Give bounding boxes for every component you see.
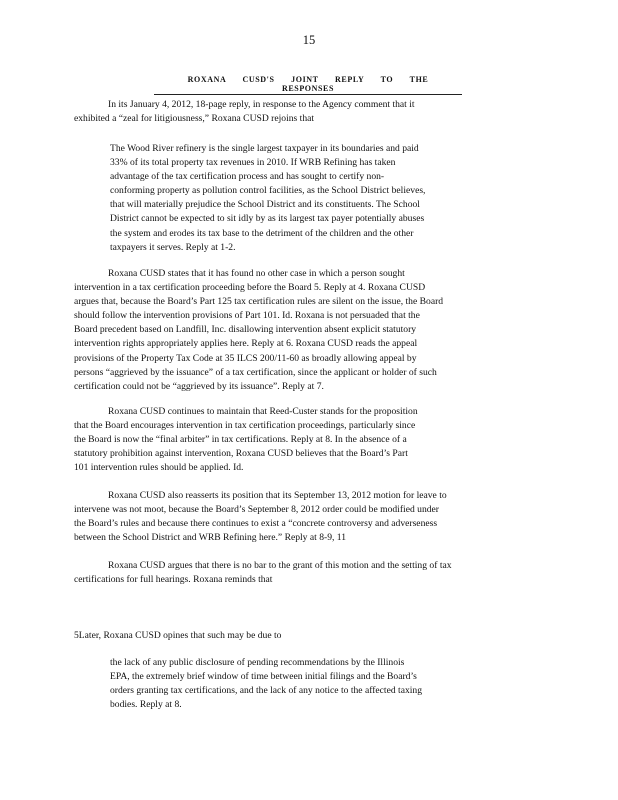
text-line: argues that, because the Board’s Part 125 tax certification rules are silent on the issue, the Board [74, 296, 444, 308]
text-line: EPA, the extremely brief window of time between initial filings and the Board’s [110, 671, 417, 683]
text-line: 33% of its total property tax revenues in 2010. If WRB Refining has taken [110, 157, 396, 169]
text-line: Roxana CUSD also reasserts its position that its September 13, 2012 motion for leave to [108, 490, 447, 501]
text-line: the Board’s rules and because there continues to exist a “concrete controversy and adverseness [74, 518, 438, 530]
text-line: Roxana CUSD states that it has found no other case in which a person sought [108, 268, 405, 279]
text-line: between the School District and WRB Refining here.” Reply at 8-9, 11 [74, 532, 347, 544]
page-number: 15 [302, 33, 316, 47]
text-line: the Board is now the “final arbiter” in tax certifications. Reply at 8. In the absence of a [74, 434, 407, 446]
text-line: intervention rights appropriately applies here. Reply at 6. Roxana CUSD reads the appeal [74, 338, 418, 350]
footnote-quote [110, 656, 510, 712]
text-line: Roxana CUSD continues to maintain that Reed-Custer stands for the proposition [108, 406, 418, 417]
text-line: The Wood River refinery is the single largest taxpayer in its boundaries and paid [110, 143, 419, 154]
text-line: certification could not be “aggrieved by its issuance”. Reply at 7. [74, 380, 324, 392]
text-line: conforming property as pollution control facilities, as the School District believes, [110, 185, 426, 197]
text-line: taxpayers it serves. Reply at 1-2. [110, 241, 236, 253]
text-line: orders granting tax certifications, and the lack of any notice to the affected taxing [110, 685, 423, 697]
footnote-intro: 5Later, Roxana CUSD opines that such may be due to [74, 630, 282, 641]
text-line: 101 intervention rules should be applied. Id. [74, 462, 244, 474]
section-heading: ROXANA CUSD'S JOINT REPLY TO THE RESPONSES [154, 75, 462, 95]
text-line: that the Board encourages intervention in tax certification proceedings, particularly since [74, 420, 416, 432]
text-line: persons “aggrieved by the issuance” of a tax certification, since the applicant or holder of such [74, 366, 437, 378]
paragraph-3 [74, 405, 544, 475]
text-line: the system and erodes its tax base to the detriment of the children and the other [110, 227, 414, 239]
text-line: Board precedent based on Landfill, Inc. disallowing intervention absent explicit statutory [74, 324, 417, 336]
text-line: In its January 4, 2012, 18-page reply, in response to the Agency comment that it [108, 99, 415, 110]
text-line: intervene was not moot, because the Board’s September 8, 2012 order could be modified under [74, 504, 439, 516]
paragraph-1 [74, 98, 544, 126]
text-line: exhibited a “zeal for litigiousness,” Roxana CUSD rejoins that [74, 113, 315, 125]
text-line: District cannot be expected to sit idly by as its largest tax payer potentially abuses [110, 213, 425, 225]
text-line: the lack of any public disclosure of pending recommendations by the Illinois [110, 657, 405, 668]
text-line: certifications for full hearings. Roxana reminds that [74, 574, 273, 586]
text-line: provisions of the Property Tax Code at 35 ILCS 200/11-60 as broadly allowing appeal by [74, 352, 417, 364]
text-line: bodies. Reply at 8. [110, 699, 182, 711]
text-line: advantage of the tax certification process and has sought to certify non- [110, 171, 385, 183]
paragraph-5 [74, 559, 544, 587]
paragraph-4 [74, 489, 544, 545]
text-line: that will materially prejudice the School District and its constituents. The School [110, 199, 420, 211]
paragraph-2 [74, 267, 544, 394]
text-line: statutory prohibition against intervention, Roxana CUSD believes that the Board’s Part [74, 448, 408, 460]
text-line: intervention in a tax certification proceeding before the Board 5. Reply at 4. Roxana CUSD [74, 282, 426, 294]
text-line: Roxana CUSD argues that there is no bar to the grant of this motion and the setting of tax [108, 560, 452, 571]
block-quote-1 [110, 142, 510, 255]
text-line: should follow the intervention provisions of Part 101. Id. Roxana is not persuaded that the [74, 310, 420, 322]
